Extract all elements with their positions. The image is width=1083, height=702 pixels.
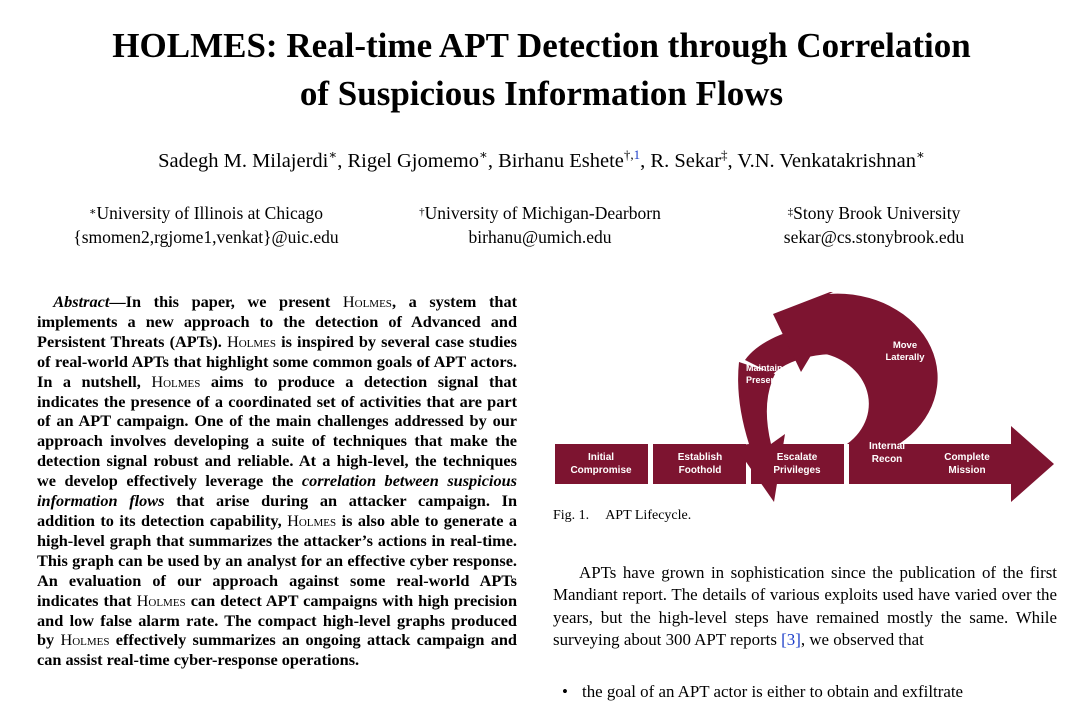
title-line-1: HOLMES: Real-time APT Detection through Correlation bbox=[112, 26, 971, 65]
footnote-link[interactable]: 1 bbox=[633, 147, 641, 162]
label-complete: Complete Mission bbox=[944, 452, 990, 476]
affiliation-name: University of Michigan-Dearborn bbox=[424, 203, 661, 223]
author-name: V.N. Venkatakrishnan bbox=[737, 150, 917, 172]
label-establish: Establish Foothold bbox=[677, 452, 723, 476]
system-name: Holmes bbox=[226, 331, 277, 351]
affiliation-email: sekar@cs.stonybrook.edu bbox=[783, 227, 965, 247]
label-move: Move Laterally bbox=[885, 340, 925, 363]
affiliation-stonybrook bbox=[744, 201, 1004, 249]
label-recon: Internal Recon bbox=[868, 441, 906, 465]
system-name: Holmes bbox=[136, 590, 186, 610]
author-mark: †,1 bbox=[623, 147, 641, 162]
author-name: R. Sekar bbox=[650, 150, 722, 172]
citation-link[interactable]: [3] bbox=[781, 630, 801, 650]
system-name: Holmes bbox=[342, 292, 392, 311]
stage-arrow-complete-mission bbox=[933, 426, 1054, 502]
apt-lifecycle-figure bbox=[553, 292, 1058, 502]
emphasis-text: correlation between suspicious information flows bbox=[37, 471, 517, 511]
label-maintain: Maintain Presence bbox=[746, 363, 787, 385]
author-name: Birhanu Eshete bbox=[498, 150, 624, 172]
author-name: Rigel Gjomemo bbox=[347, 150, 479, 172]
cycle-arrow-move-recon bbox=[773, 292, 938, 444]
title-line-2: of Suspicious Information Flows bbox=[299, 74, 784, 113]
abstract bbox=[37, 292, 517, 670]
author-list: Sadegh M. Milajerdi∗, Rigel Gjomemo∗, Birhanu Eshete$^{\dagger,1}$, R. Sekar‡, V.N. Venkatakrishnan∗ bbox=[158, 147, 925, 172]
affiliation-name: Stony Brook University bbox=[793, 203, 961, 223]
affiliation-email: birhanu@umich.edu bbox=[468, 227, 612, 247]
system-name: Holmes bbox=[151, 371, 201, 391]
figure-caption bbox=[553, 508, 691, 524]
author-name: Sadegh M. Milajerdi bbox=[158, 150, 329, 172]
author-mark: ∗ bbox=[328, 147, 338, 162]
stage-box-initial-compromise bbox=[555, 444, 648, 484]
abstract-label: Abstract bbox=[53, 292, 110, 311]
intro-paragraph: APTs have grown in sophistication since the publication of the first Mandiant report. The details of various exploits used have varied over the years, but the high-level steps have remained mostly the same. While surveying about 300 APT reports [3], we observed that bbox=[553, 563, 1057, 650]
bullet-icon: • bbox=[562, 682, 568, 701]
affiliation-mark: † bbox=[419, 206, 425, 218]
affiliation-email: {smomen2,rgjome1,venkat}@uic.edu bbox=[73, 227, 339, 247]
author-mark: ∗ bbox=[479, 147, 488, 162]
label-initial: Initial Compromise bbox=[570, 452, 632, 476]
label-escalate: Escalate Privileges bbox=[773, 452, 821, 476]
bullet-item bbox=[562, 682, 963, 702]
paper-title bbox=[0, 22, 1083, 118]
author-mark: ‡ bbox=[721, 147, 728, 162]
abstract-paragraph: Abstract—In this paper, we present Holmes, a system that implements a new approach to the detection of Advanced and Persistent Threats (APTs). Holmes is inspired by several case studies of real-world APTs that highlight some common goals of APT actors. In a nutshell, Holmes aims to produce a detection signal that indicates the presence of a coordinated set of activities that are part of an APT campaign. One of the main challenges addressed by our approach involves developing a suite of techniques that make the detection signal robust and reliable. At a high-level, the techniques we develop effectively leverage the correlation between suspicious information flows that arise during an attacker campaign. In addition to its detection capability, Holmes is also able to generate a high-level graph that summarizes the attacker’s actions in real-time. This graph can be used by an analyst for an effective cyber response. An evaluation of our approach against some real-world APTs indicates that Holmes can detect APT campaigns with high precision and low false alarm rate. The compact high-level graphs produced by Holmes effectively summarizes an ongoing attack campaign and can assist real-time cyber-response operations. bbox=[37, 292, 518, 670]
affiliation-name: University of Illinois at Chicago bbox=[96, 203, 323, 223]
figure-caption-text: APT Lifecycle. bbox=[605, 508, 692, 523]
affiliation-uic bbox=[56, 201, 356, 249]
system-name: Holmes bbox=[287, 510, 337, 530]
author-mark: ∗ bbox=[916, 147, 925, 162]
bullet-text: the goal of an APT actor is either to obtain and exfiltrate bbox=[582, 682, 964, 701]
figure-number: Fig. 1. bbox=[553, 508, 590, 523]
system-name: Holmes bbox=[60, 630, 110, 650]
affiliation-mark: ‡ bbox=[787, 206, 794, 218]
apt-lifecycle-diagram bbox=[553, 292, 1058, 502]
affiliation-mark: ∗ bbox=[89, 206, 97, 218]
affiliation-umich bbox=[390, 201, 690, 249]
stage-box-establish-foothold bbox=[653, 444, 746, 484]
